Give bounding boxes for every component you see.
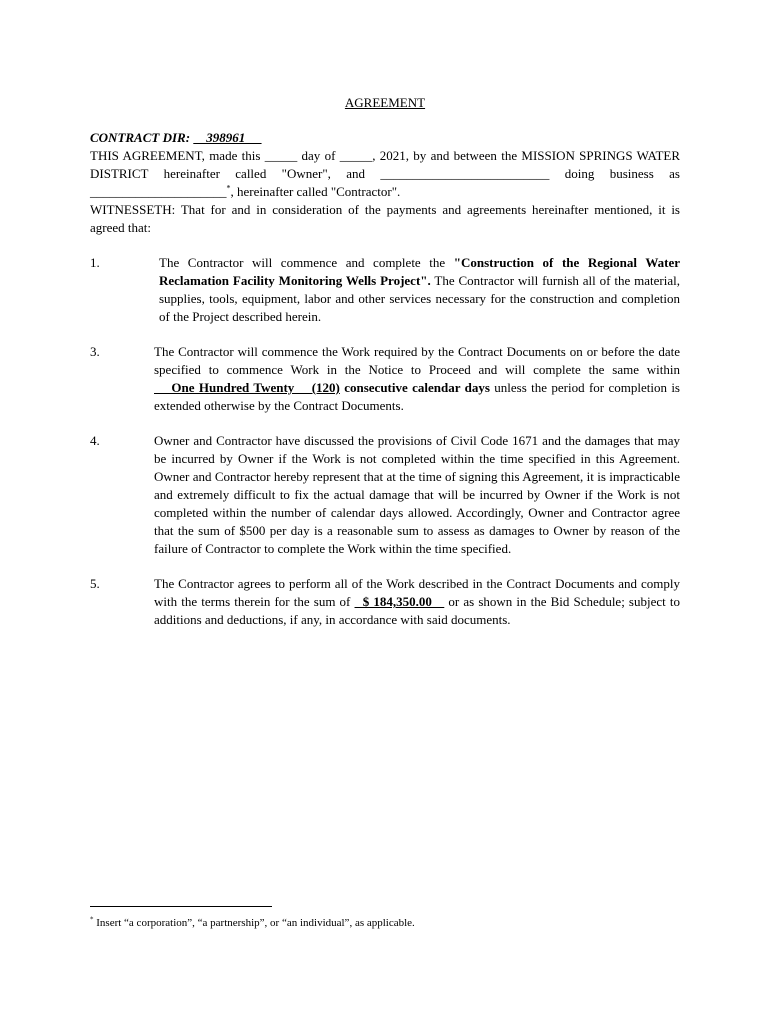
intro-text-2: , hereinafter called "Contractor". xyxy=(230,184,401,199)
intro-text-1: THIS AGREEMENT, made this _____ day of _____, 2021, by and between the MISSION SPRINGS WATER DISTRICT hereinafter called "Owner", and __________________________ doing business as _____________________ xyxy=(90,148,680,199)
clause-text xyxy=(154,575,680,629)
footnote-text: Insert “a corporation”, “a partnership”, or “an individual”, as applicable. xyxy=(93,917,415,929)
clause-number: 4. xyxy=(90,433,100,448)
clause-1 xyxy=(90,254,680,326)
contract-line xyxy=(90,129,680,147)
clause-number: 1. xyxy=(90,255,100,270)
project-name: "Construction of the Regional Water Reclamation Facility Monitoring Wells Project". xyxy=(159,255,680,288)
clause-text-part: The Contractor will commence the Work required by the Contract Documents on or before the date specified to commence Work in the Notice to Proceed and will complete the same within xyxy=(154,344,680,377)
witnesseth-paragraph: WITNESSETH: That for and in consideration of the payments and agreements hereinafter mentioned, it is agreed that: xyxy=(90,202,680,235)
clause-text-part: The Contractor will furnish all of the material, supplies, tools, equipment, labor and other services necessary for the construction and completion of the Project described herein. xyxy=(159,273,680,324)
document-page xyxy=(90,94,680,629)
clause-text xyxy=(159,254,680,326)
footnote-mark: * xyxy=(90,915,94,924)
duration-value: One Hundred Twenty (120) xyxy=(154,380,340,395)
document-title: AGREEMENT xyxy=(344,95,426,110)
clause-number: 5. xyxy=(90,576,100,591)
contract-label: CONTRACT DIR: xyxy=(90,130,191,145)
contract-amount: $ 184,350.00 xyxy=(354,594,445,609)
clause-5 xyxy=(90,575,680,629)
clause-text xyxy=(154,343,680,415)
clause-number: 3. xyxy=(90,344,100,359)
clause-text-part: The Contractor will commence and complete the xyxy=(159,255,454,270)
intro-paragraph xyxy=(90,147,680,201)
footnote-reference: * xyxy=(226,183,231,193)
clause-text-part: or as shown in the Bid Schedule; subject to additions and deductions, if any, in accordance with said documents. xyxy=(154,594,680,627)
contract-number: 398961 xyxy=(193,130,262,145)
clause-3 xyxy=(90,343,680,415)
duration-unit: consecutive calendar days xyxy=(339,380,490,395)
footnote-divider xyxy=(90,906,272,907)
footnote xyxy=(90,916,680,930)
clause-text: Owner and Contractor have discussed the provisions of Civil Code 1671 and the damages that may be incurred by Owner if the Work is not completed within the time specified in this Agreement. Owner and Contractor hereby represent that at the time of signing this Agreement, it is impracticable and extremely difficult to fix the actual damage that will be incurred by Owner if the Work is not completed within the number of calendar days allowed. Accordingly, Owner and Contractor agree that the sum of $500 per day is a reasonable sum to assess as damages to Owner by reason of the failure of Contractor to complete the Work within the time specified. xyxy=(154,433,680,556)
clause-4 xyxy=(90,432,680,558)
clause-text-part: The Contractor agrees to perform all of the Work described in the Contract Documents and comply with the terms therein for the sum of xyxy=(154,576,680,609)
clause-text-part: unless the period for completion is extended otherwise by the Contract Documents. xyxy=(154,380,680,413)
